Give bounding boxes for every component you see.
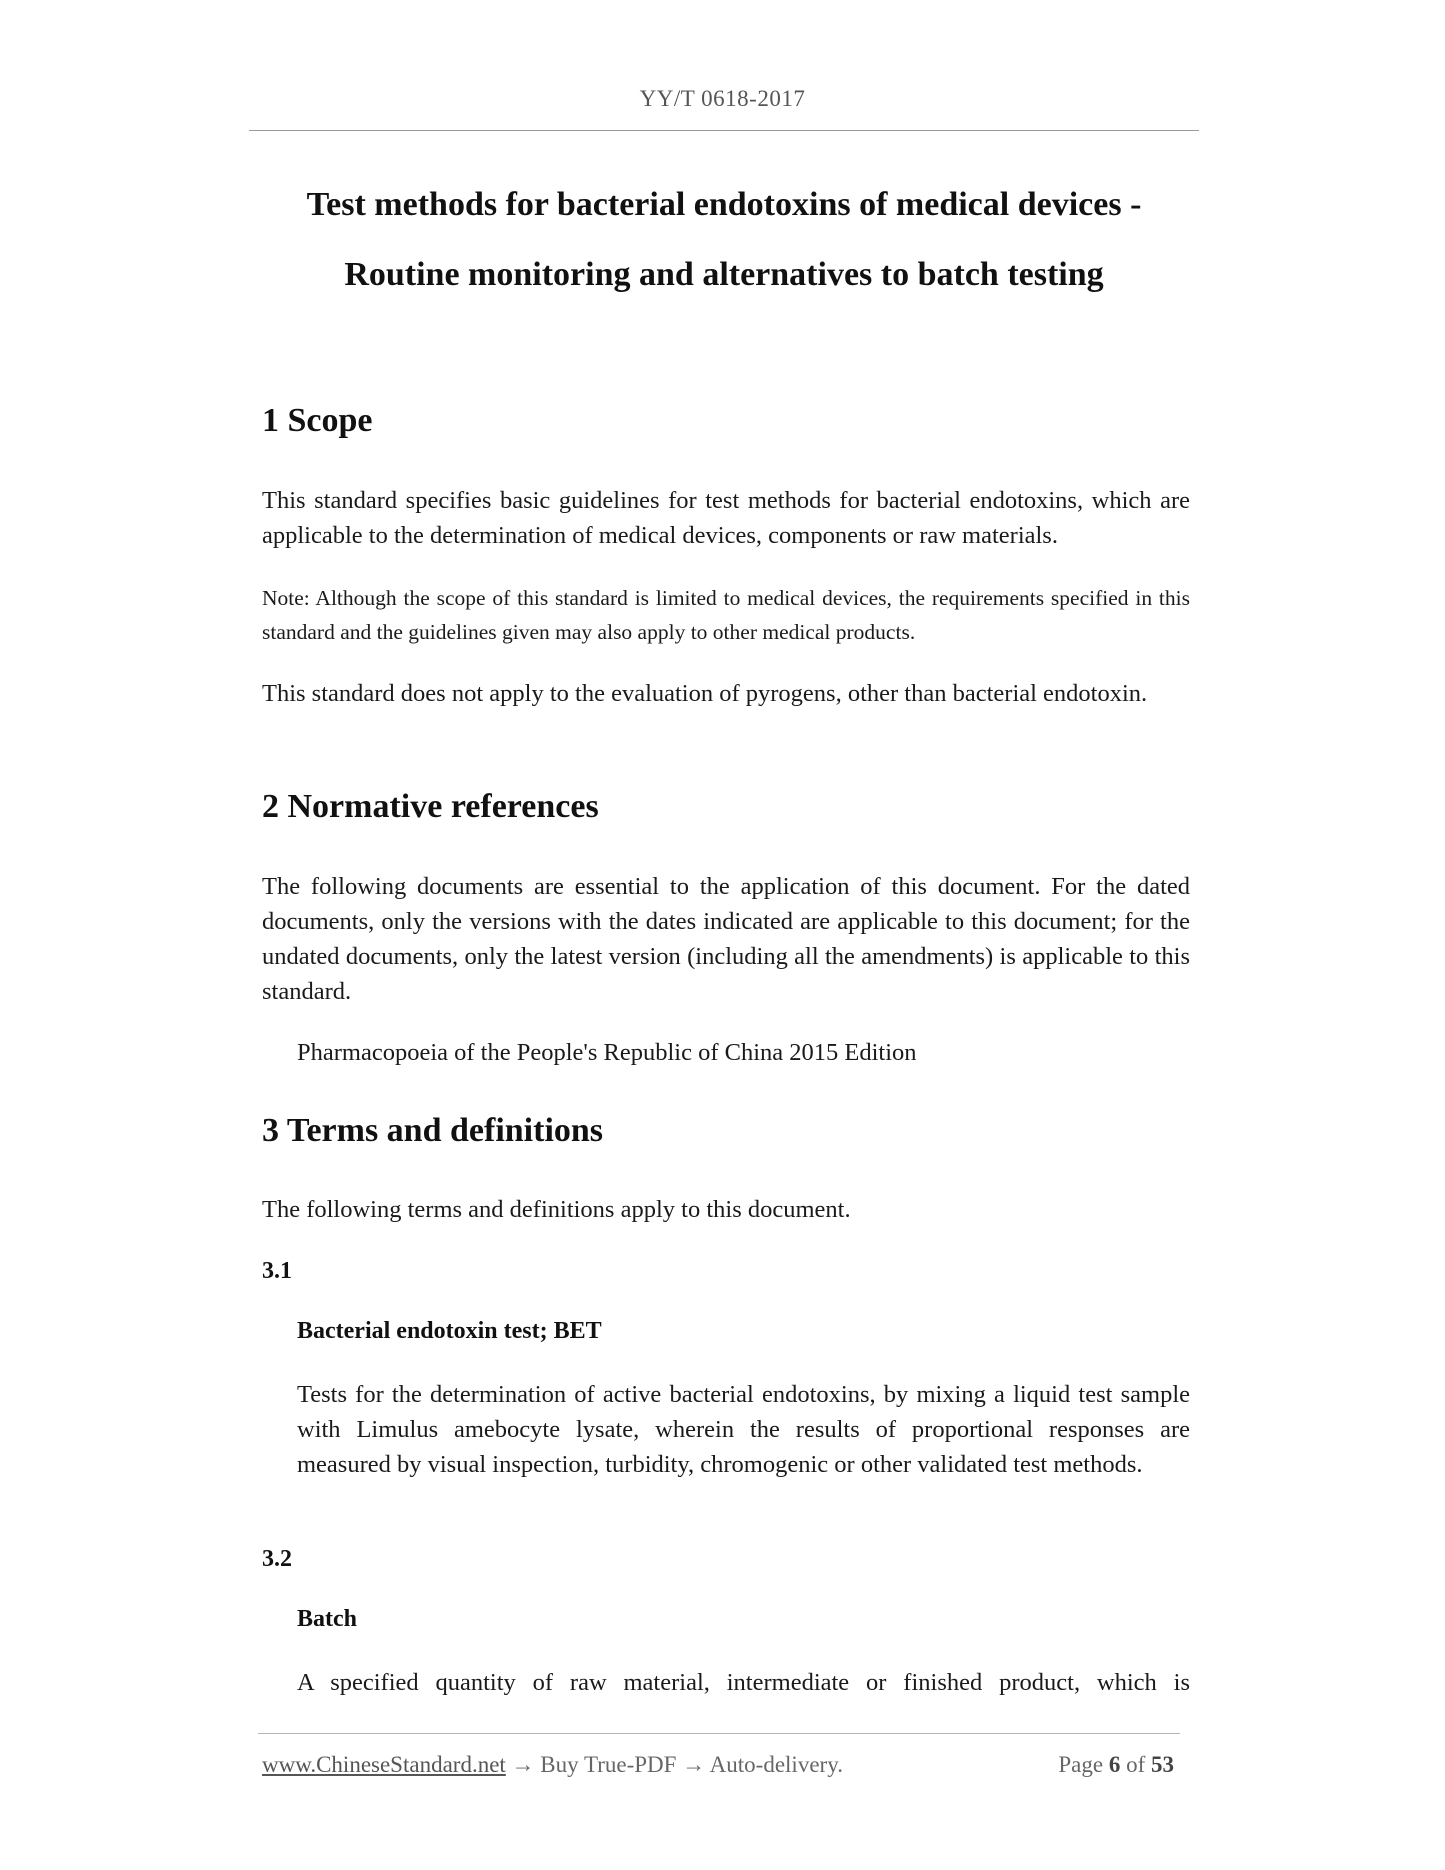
page-label: Page — [1058, 1752, 1104, 1777]
buy-pdf-text: Buy True-PDF — [540, 1752, 677, 1777]
footer-promo — [262, 1752, 843, 1778]
header-divider — [249, 130, 1199, 131]
term-title: Bacterial endotoxin test; BET — [297, 1318, 602, 1344]
arrow-right-icon: → — [511, 1752, 535, 1777]
header-standard-code: YY/T 0618-2017 — [639, 86, 806, 111]
title-line-2: Routine monitoring and alternatives to batch testing — [344, 256, 1104, 293]
arrow-right-icon: → — [682, 1752, 706, 1777]
total-pages-number: 53 — [1151, 1752, 1174, 1777]
term-number: 3.2 — [262, 1546, 292, 1572]
section-1-note: Note: Although the scope of this standard is limited to medical devices, the requirements specified in this standard and the guidelines given may also apply to other medical products. — [262, 586, 1190, 644]
page-indicator — [1058, 1752, 1174, 1778]
term-definition: Tests for the determination of active bacterial endotoxins, by mixing a liquid test sample with Limulus amebocyte lysate, wherein the results of proportional responses are measured by visual inspection, turbidity, chromogenic or other validated test methods. — [297, 1381, 1190, 1478]
term-definition: A specified quantity of raw material, intermediate or finished product, which is — [297, 1669, 1190, 1696]
document-title — [249, 170, 1199, 310]
auto-delivery-text: Auto-delivery. — [709, 1752, 843, 1777]
section-2-heading: 2 Normative references — [262, 788, 599, 825]
of-label: of — [1126, 1752, 1146, 1777]
website-link[interactable]: www.ChineseStandard.net — [262, 1752, 506, 1777]
term-number: 3.1 — [262, 1258, 292, 1284]
section-3-heading: 3 Terms and definitions — [262, 1112, 604, 1149]
section-1-heading: 1 Scope — [262, 402, 373, 439]
section-1-paragraph-2: This standard does not apply to the evaluation of pyrogens, other than bacterial endotoxin. — [262, 680, 1148, 707]
section-2-paragraph: The following documents are essential to the application of this document. For the dated documents, only the versions with the dates indicated are applicable to this document; for the undated documents, only the latest version (including all the amendments) is applicable to this standard. — [262, 873, 1190, 1005]
current-page-number: 6 — [1108, 1752, 1121, 1777]
footer-divider — [258, 1733, 1180, 1734]
section-1-paragraph-1: This standard specifies basic guidelines for test methods for bacterial endotoxins, which are applicable to the determination of medical devices, components or raw materials. — [262, 487, 1190, 549]
section-3-intro: The following terms and definitions apply to this document. — [262, 1196, 851, 1223]
title-line-1: Test methods for bacterial endotoxins of medical devices - — [306, 186, 1142, 223]
normative-reference-item: Pharmacopoeia of the People's Republic of China 2015 Edition — [297, 1039, 917, 1066]
term-title: Batch — [297, 1606, 357, 1632]
